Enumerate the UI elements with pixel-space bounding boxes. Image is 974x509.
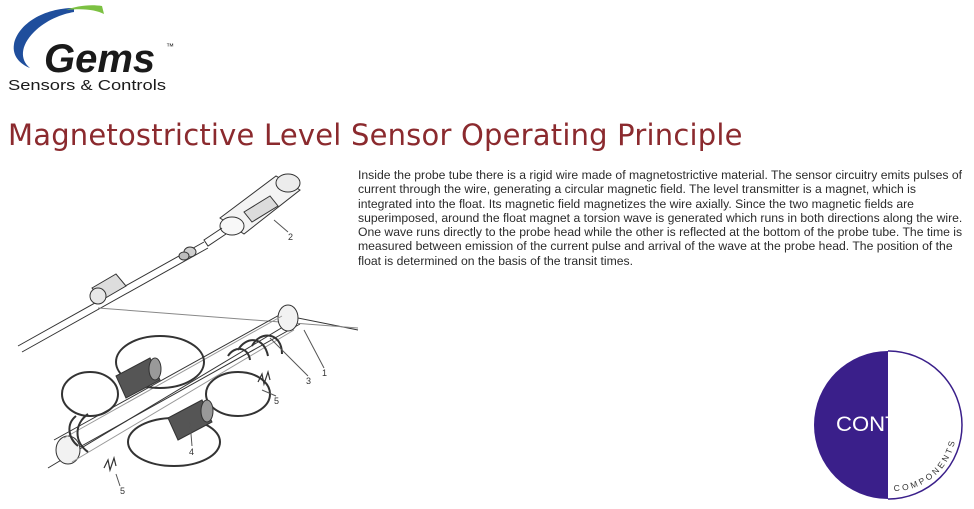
pulse-symbol-icon [258,372,270,384]
probe-rod-illustration [18,242,208,352]
brand-subtitle: Sensors & Controls [8,77,166,94]
body-paragraph: Inside the probe tube there is a rigid wire made of magnetostrictive material. The sensor circuitry emits pulses of current through the wire, generating a circular magnetic field. The level transmitter is a magnet, which is integrated into the float. Its magnetic field magnetizes the wire axially. Since the two magnetic fields are superimposed, around the float magnet a torsion wave is generated which runs in both directions along the wire. One wave runs directly to the probe head while the other is reflected at the bottom of the probe tube. The time is measured between emission of the current pulse and arrival of the wave at the probe head. The position of the float is determined on the basis of the transit times. [358,168,963,268]
diagram-label: 4 [189,447,195,457]
diagram-label: 2 [288,232,294,242]
logo-word: CONTROL [836,413,944,436]
sensor-diagram [8,168,362,504]
pulse-symbol-icon [104,458,116,470]
magnetic-field-loops [62,336,282,466]
diagram-label: 5 [120,486,126,496]
diagram-label: 5 [274,396,280,406]
logo-subword: COMPONENTS [893,437,958,494]
diagram-label: 1 [322,368,328,378]
brand-name: Gems [44,37,156,81]
probe-head-illustration [204,174,300,246]
probe-tube-cutaway [48,305,358,468]
gems-logo [4,2,184,94]
diagram-label: 3 [306,376,312,386]
control-components-logo [812,345,972,505]
page-title: Magnetostrictive Level Sensor Operating Principle [8,118,743,152]
brand-trademark: ™ [166,42,174,51]
